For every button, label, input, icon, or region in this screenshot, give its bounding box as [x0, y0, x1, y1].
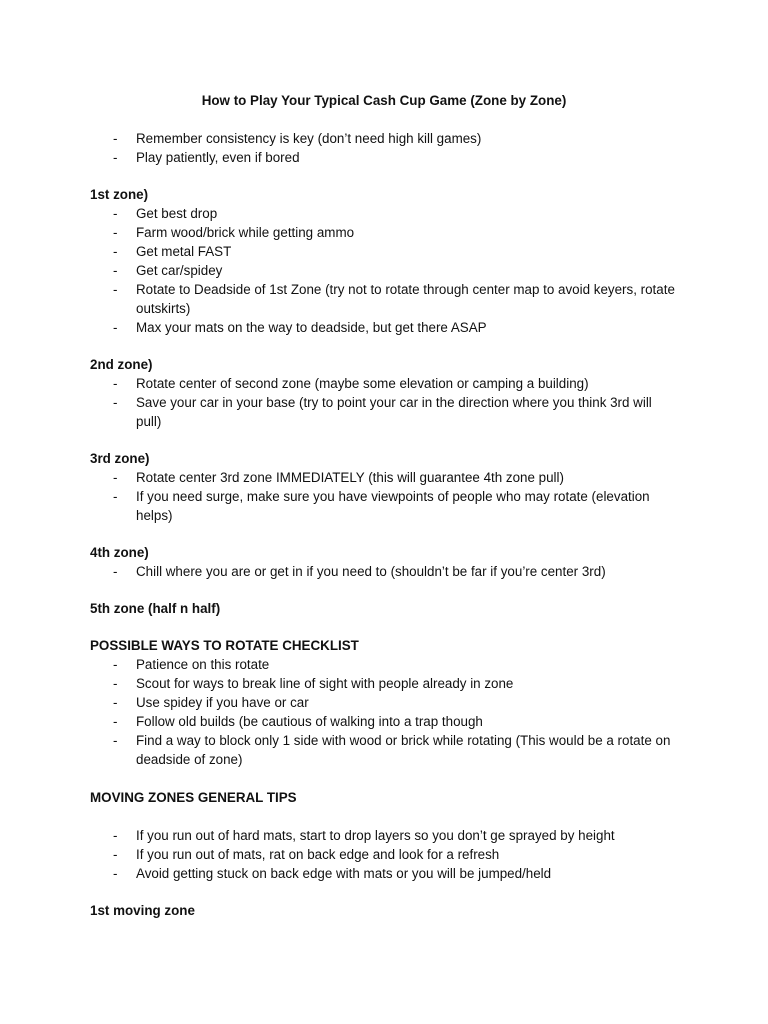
list-item-text: Follow old builds (be cautious of walking into a trap though	[136, 714, 483, 729]
bullet-dash: -	[113, 489, 118, 504]
zone4-list	[90, 562, 678, 581]
list-item-text: Remember consistency is key (don’t need high kill games)	[136, 131, 482, 146]
list-item-text: If you run out of hard mats, start to drop layers so you don’t ge sprayed by height	[136, 828, 615, 843]
spacer	[90, 807, 678, 826]
page-title: How to Play Your Typical Cash Cup Game (Zone by Zone)	[201, 93, 567, 108]
bullet-dash: -	[113, 320, 118, 335]
bullet-dash: -	[113, 282, 118, 297]
list-item-text: Max your mats on the way to deadside, but get there ASAP	[136, 320, 487, 335]
spacer	[90, 525, 678, 543]
list-item	[90, 864, 678, 883]
list-item	[90, 242, 678, 261]
list-item	[90, 393, 678, 431]
bullet-dash: -	[113, 470, 118, 485]
zone4-heading: 4th zone)	[90, 545, 149, 560]
list-item-text: Rotate to Deadside of 1st Zone (try not to rotate through center map to avoid keyers, rotate outskirts)	[136, 282, 675, 316]
list-item	[90, 129, 678, 148]
list-item-text: Scout for ways to break line of sight with people already in zone	[136, 676, 514, 691]
list-item-text: Rotate center of second zone (maybe some elevation or camping a building)	[136, 376, 589, 391]
bullet-dash: -	[113, 131, 118, 146]
list-item	[90, 280, 678, 318]
zone3-heading: 3rd zone)	[90, 451, 150, 466]
bullet-dash: -	[113, 733, 118, 748]
bullet-dash: -	[113, 695, 118, 710]
bullet-dash: -	[113, 714, 118, 729]
list-item-text: If you need surge, make sure you have viewpoints of people who may rotate (elevation helps)	[136, 489, 650, 523]
bullet-dash: -	[113, 564, 118, 579]
moving-tips-list	[90, 826, 678, 883]
list-item-text: Get metal FAST	[136, 244, 232, 259]
bullet-dash: -	[113, 150, 118, 165]
list-item-text: Get car/spidey	[136, 263, 223, 278]
list-item	[90, 693, 678, 712]
moving-zone1-heading: 1st moving zone	[90, 903, 195, 918]
list-item-text: Avoid getting stuck on back edge with mats or you will be jumped/held	[136, 866, 552, 881]
bullet-dash: -	[113, 866, 118, 881]
zone2-heading: 2nd zone)	[90, 357, 153, 372]
list-item-text: Patience on this rotate	[136, 657, 270, 672]
list-item	[90, 204, 678, 223]
bullet-dash: -	[113, 376, 118, 391]
list-item	[90, 318, 678, 337]
bullet-dash: -	[113, 657, 118, 672]
bullet-dash: -	[113, 676, 118, 691]
spacer	[90, 431, 678, 449]
spacer	[90, 769, 678, 788]
list-item	[90, 148, 678, 167]
spacer	[90, 883, 678, 901]
list-item-text: Play patiently, even if bored	[136, 150, 300, 165]
intro-list	[90, 129, 678, 167]
list-item	[90, 562, 678, 581]
rotate-checklist-list	[90, 655, 678, 769]
list-item	[90, 845, 678, 864]
spacer	[90, 167, 678, 185]
list-item-text: Chill where you are or get in if you need to (shouldn’t be far if you’re center 3rd)	[136, 564, 606, 579]
list-item	[90, 468, 678, 487]
spacer	[90, 337, 678, 355]
zone5-heading: 5th zone (half n half)	[90, 601, 221, 616]
rotate-checklist-heading: POSSIBLE WAYS TO ROTATE CHECKLIST	[90, 638, 359, 653]
list-item	[90, 712, 678, 731]
list-item	[90, 374, 678, 393]
list-item	[90, 261, 678, 280]
list-item-text: Get best drop	[136, 206, 218, 221]
bullet-dash: -	[113, 206, 118, 221]
spacer	[90, 581, 678, 599]
list-item	[90, 655, 678, 674]
list-item-text: If you run out of mats, rat on back edge and look for a refresh	[136, 847, 500, 862]
list-item	[90, 674, 678, 693]
list-item	[90, 826, 678, 845]
list-item-text: Use spidey if you have or car	[136, 695, 309, 710]
list-item-text: Rotate center 3rd zone IMMEDIATELY (this will guarantee 4th zone pull)	[136, 470, 564, 485]
list-item	[90, 223, 678, 242]
zone1-list	[90, 204, 678, 337]
bullet-dash: -	[113, 828, 118, 843]
bullet-dash: -	[113, 395, 118, 410]
bullet-dash: -	[113, 847, 118, 862]
list-item	[90, 487, 678, 525]
bullet-dash: -	[113, 263, 118, 278]
list-item-text: Save your car in your base (try to point your car in the direction where you think 3rd will pull)	[136, 395, 652, 429]
bullet-dash: -	[113, 225, 118, 240]
zone3-list	[90, 468, 678, 525]
spacer	[90, 618, 678, 636]
list-item	[90, 731, 678, 769]
bullet-dash: -	[113, 244, 118, 259]
list-item-text: Find a way to block only 1 side with wood or brick while rotating (This would be a rotate on deadside of zone)	[136, 733, 671, 767]
list-item-text: Farm wood/brick while getting ammo	[136, 225, 355, 240]
moving-tips-heading: MOVING ZONES GENERAL TIPS	[90, 790, 297, 805]
zone2-list	[90, 374, 678, 431]
zone1-heading: 1st zone)	[90, 187, 149, 202]
